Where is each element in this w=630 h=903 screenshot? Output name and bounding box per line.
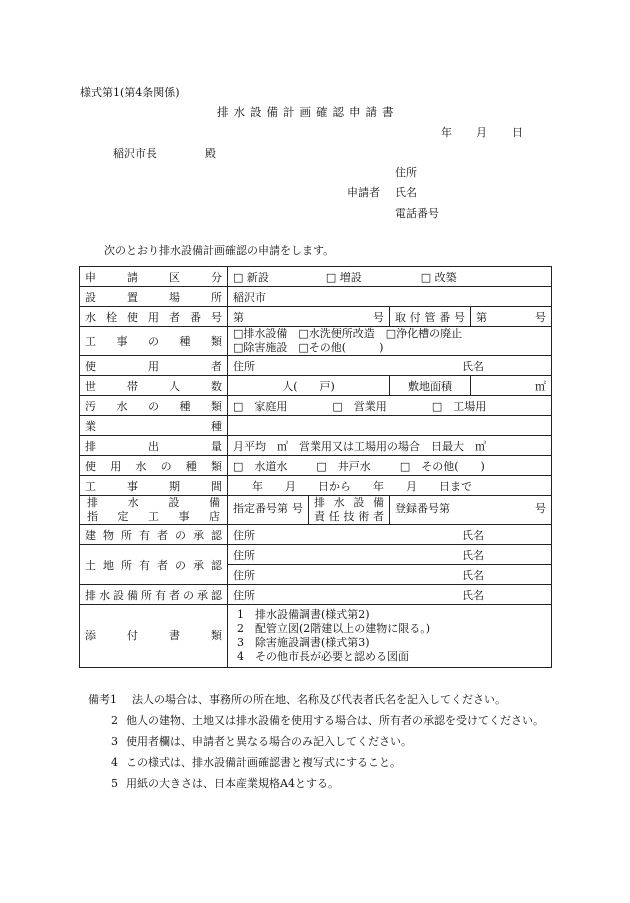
table-row <box>80 356 552 376</box>
addressee: 稲沢市長 <box>113 147 157 160</box>
category-expand-checkbox[interactable]: □ 増設 <box>325 270 362 284</box>
notes-head: 備考1 <box>88 693 117 706</box>
meter-label: 水栓使用者番号 <box>80 307 228 327</box>
land-owner-name: 氏名 <box>462 548 484 562</box>
date-month: 月 <box>476 126 487 139</box>
designated-field[interactable] <box>228 496 309 525</box>
land-owner-address-2: 住所 <box>233 568 255 582</box>
user-label: 使用者 <box>80 356 228 376</box>
area-unit: ㎡ <box>535 379 546 393</box>
meter-prefix: 第 <box>233 310 244 324</box>
land-owner-field-1[interactable] <box>228 545 552 565</box>
note-text: この様式は、排水設備計画確認書と複写式にすること。 <box>126 756 401 769</box>
work-type-options[interactable] <box>228 327 552 356</box>
designated-suffix: 号 <box>292 502 303 515</box>
sewage-label: 汚水の種類 <box>80 396 228 416</box>
building-owner-address: 住所 <box>233 528 255 542</box>
page-title: 排水設備計画確認申請書 <box>217 105 399 119</box>
note-line <box>88 752 558 773</box>
table-row <box>80 525 552 545</box>
intro-text: 次のとおり排水設備計画確認の申請をします。 <box>104 244 335 257</box>
table-row <box>80 327 552 356</box>
category-options <box>228 267 552 287</box>
note-line <box>88 710 558 731</box>
building-owner-field[interactable] <box>228 525 552 545</box>
applicant-phone: 電話番号 <box>395 207 439 220</box>
date-year: 年 <box>441 126 452 139</box>
designated-prefix: 指定番号第 <box>233 502 288 515</box>
reg-prefix: 登録番号第 <box>395 502 450 515</box>
water-other-checkbox[interactable]: □ その他( ) <box>399 459 485 473</box>
user-field[interactable] <box>228 356 552 376</box>
sewage-options <box>228 396 552 416</box>
area-label: 敷地面積 <box>390 376 471 396</box>
applicant-label: 申請者 <box>347 186 380 199</box>
user-name: 氏名 <box>462 359 484 373</box>
building-owner-label: 建物所有者の承認 <box>80 525 228 545</box>
meter-suffix: 号 <box>373 310 384 324</box>
category-rebuild-checkbox[interactable]: □ 改築 <box>420 270 457 284</box>
land-owner-address: 住所 <box>233 548 255 562</box>
area-field[interactable] <box>471 376 552 396</box>
pipe-field[interactable] <box>471 307 552 327</box>
attachment-item: 4 その他市長が必要と認める図面 <box>237 650 409 663</box>
attachment-item: 2 配管立図(2階建以上の建物に限る。) <box>237 622 431 635</box>
contractor-label: 排水設備 指定工事店 <box>80 496 228 525</box>
households-value[interactable]: 人( 戸) <box>228 376 390 396</box>
attachment-item: 1 排水設備調書(様式第2) <box>237 608 370 621</box>
sewage-factory-checkbox[interactable]: □ 工場用 <box>431 399 487 413</box>
table-row <box>80 436 552 456</box>
attachment-item: 3 除害施設調書(様式第3) <box>237 636 370 649</box>
location-label: 設置場所 <box>80 287 228 307</box>
note-text: 用紙の大きさは、日本産業規格A4とする。 <box>126 777 339 790</box>
land-owner-label: 土地所有者の承認 <box>80 545 228 585</box>
land-owner-name-2: 氏名 <box>462 568 484 582</box>
discharge-label: 排出量 <box>80 436 228 456</box>
period-field[interactable]: 年 月 日から 年 月 日まで <box>228 476 552 496</box>
note-text: 他人の建物、土地又は排水設備を使用する場合は、所有者の承認を受けてください。 <box>126 714 544 727</box>
application-table <box>79 266 552 668</box>
engineer-label: 排水設備 責任技術者 <box>309 496 390 525</box>
user-address: 住所 <box>233 359 255 373</box>
date-day: 日 <box>512 126 523 139</box>
pipe-prefix: 第 <box>476 310 487 324</box>
note-num: 4 <box>111 756 118 769</box>
water-options <box>228 456 552 476</box>
table-row <box>80 476 552 496</box>
table-row <box>80 396 552 416</box>
reg-suffix: 号 <box>535 502 546 515</box>
attachments-label: 添付書類 <box>80 605 228 668</box>
pipe-suffix: 号 <box>535 310 546 324</box>
table-row <box>80 416 552 436</box>
category-new-checkbox[interactable]: □ 新設 <box>233 270 269 284</box>
table-row <box>80 307 552 327</box>
reg-field[interactable] <box>390 496 552 525</box>
note-line <box>88 773 558 794</box>
attachments-list <box>228 605 552 668</box>
applicant-name: 氏名 <box>395 186 417 199</box>
table-row <box>80 456 552 476</box>
water-tap-checkbox[interactable]: □ 水道水 <box>233 459 288 473</box>
building-owner-name: 氏名 <box>462 528 484 542</box>
sewage-home-checkbox[interactable]: □ 家庭用 <box>233 399 288 413</box>
table-row <box>80 287 552 307</box>
notes <box>88 689 558 794</box>
category-label: 申請区分 <box>80 267 228 287</box>
work-type-label: 工事の種類 <box>80 327 228 356</box>
table-row <box>80 267 552 287</box>
work-type-line-2: □除害施設 □その他( ) <box>233 341 384 354</box>
table-row <box>80 496 552 525</box>
table-row <box>80 605 552 668</box>
table-row <box>80 585 552 605</box>
discharge-field[interactable]: 月平均 ㎥ 営業用又は工場用の場合 日最大 ㎥ <box>228 436 552 456</box>
note-line <box>88 689 558 710</box>
note-line <box>88 731 558 752</box>
business-label: 業種 <box>80 416 228 436</box>
note-text: 法人の場合は、事務所の所在地、名称及び代表者氏名を記入してください。 <box>132 693 506 706</box>
facility-owner-name: 氏名 <box>462 588 484 602</box>
water-label: 使用水の種類 <box>80 456 228 476</box>
table-row <box>80 376 552 396</box>
facility-owner-label: 排水設備所有者の承認 <box>80 585 228 605</box>
facility-owner-address: 住所 <box>233 588 255 602</box>
note-num: 2 <box>111 714 118 727</box>
households-label: 世帯人数 <box>80 376 228 396</box>
note-num: 5 <box>111 777 118 790</box>
meter-field[interactable] <box>228 307 390 327</box>
sewage-business-checkbox[interactable]: □ 営業用 <box>332 399 387 413</box>
addressee-suffix: 殿 <box>205 147 216 160</box>
pipe-label: 取付管番号 <box>390 307 471 327</box>
note-text: 使用者欄は、申請者と異なる場合のみ記入してください。 <box>126 735 412 748</box>
water-well-checkbox[interactable]: □ 井戸水 <box>316 459 371 473</box>
period-label: 工事期間 <box>80 476 228 496</box>
land-owner-field-2[interactable] <box>228 565 552 585</box>
work-type-line-1: □排水設備 □水洗便所改造 □浄化槽の廃止 <box>233 327 463 340</box>
business-field[interactable] <box>228 416 552 436</box>
form-id: 様式第1(第4条関係) <box>80 86 180 99</box>
facility-owner-field[interactable] <box>228 585 552 605</box>
note-num: 3 <box>111 735 118 748</box>
applicant-address: 住所 <box>395 166 417 179</box>
table-row <box>80 545 552 565</box>
location-value[interactable]: 稲沢市 <box>228 287 552 307</box>
